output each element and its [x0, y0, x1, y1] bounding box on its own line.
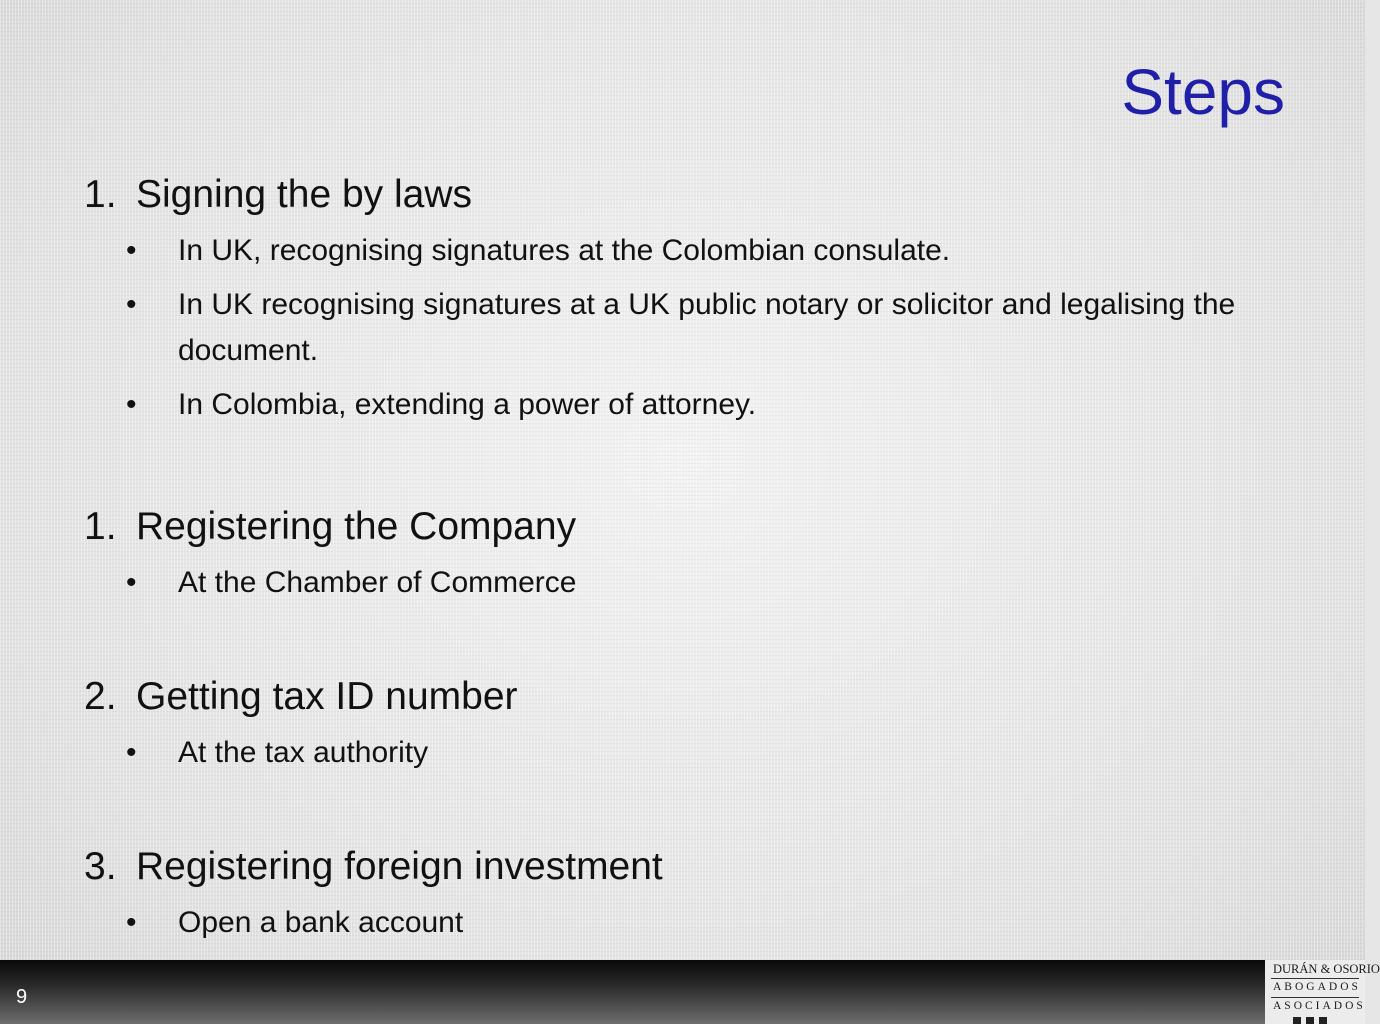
step-heading — [84, 842, 1294, 892]
bullet-icon: • — [126, 566, 137, 599]
logo-line-abogados: ABOGADOS — [1273, 981, 1361, 993]
bullet-icon: • — [126, 288, 137, 321]
logo-line-asociados: ASOCIADOS — [1273, 1000, 1366, 1012]
bullet-icon: • — [126, 736, 137, 769]
bullet-item — [84, 560, 1294, 606]
bullet-list — [84, 560, 1294, 606]
bullet-icon: • — [126, 388, 137, 421]
bullet-list — [84, 228, 1294, 428]
slide-title: Steps — [1121, 56, 1285, 128]
bullet-text: In Colombia, extending a power of attorney. — [178, 388, 757, 421]
step-heading-text: Getting tax ID number — [136, 675, 518, 718]
footer-bar — [0, 960, 1380, 1024]
bullet-item — [84, 228, 1294, 274]
logo-divider — [1271, 997, 1359, 998]
step-heading-text: Registering foreign investment — [136, 845, 663, 888]
step-item — [84, 502, 1294, 606]
bullet-text: Open a bank account — [178, 906, 464, 939]
step-number: 2. — [84, 675, 117, 718]
bullet-list — [84, 900, 1294, 946]
step-heading — [84, 502, 1294, 552]
bullet-icon: • — [126, 234, 137, 267]
bullet-icon: • — [126, 906, 137, 939]
step-item — [84, 170, 1294, 428]
bullet-item — [84, 900, 1294, 946]
step-heading-text: Signing the by laws — [136, 173, 473, 216]
step-item — [84, 842, 1294, 946]
bullet-item — [84, 382, 1294, 428]
page-number: 9 — [16, 986, 28, 1008]
bullet-text: In UK, recognising signatures at the Colombian consulate. — [178, 234, 951, 267]
bullet-text: In UK recognising signatures at a UK public notary or solicitor and legalising the document. — [178, 288, 1236, 367]
bullet-item — [84, 730, 1294, 776]
step-number: 1. — [84, 173, 117, 216]
bullet-text: At the tax authority — [178, 736, 429, 769]
step-heading — [84, 672, 1294, 722]
bullet-text: At the Chamber of Commerce — [178, 566, 577, 599]
logo-divider — [1271, 978, 1359, 979]
bullet-list — [84, 730, 1294, 776]
step-number: 1. — [84, 505, 117, 548]
logo-line-firm-name: DURÁN & OSORIO — [1273, 962, 1380, 976]
bullet-item — [84, 282, 1294, 374]
firm-logo — [1265, 960, 1380, 1024]
step-number: 3. — [84, 845, 117, 888]
step-heading-text: Registering the Company — [136, 505, 577, 548]
step-item — [84, 672, 1294, 776]
logo-squares-icon — [1293, 1017, 1327, 1024]
step-heading — [84, 170, 1294, 220]
